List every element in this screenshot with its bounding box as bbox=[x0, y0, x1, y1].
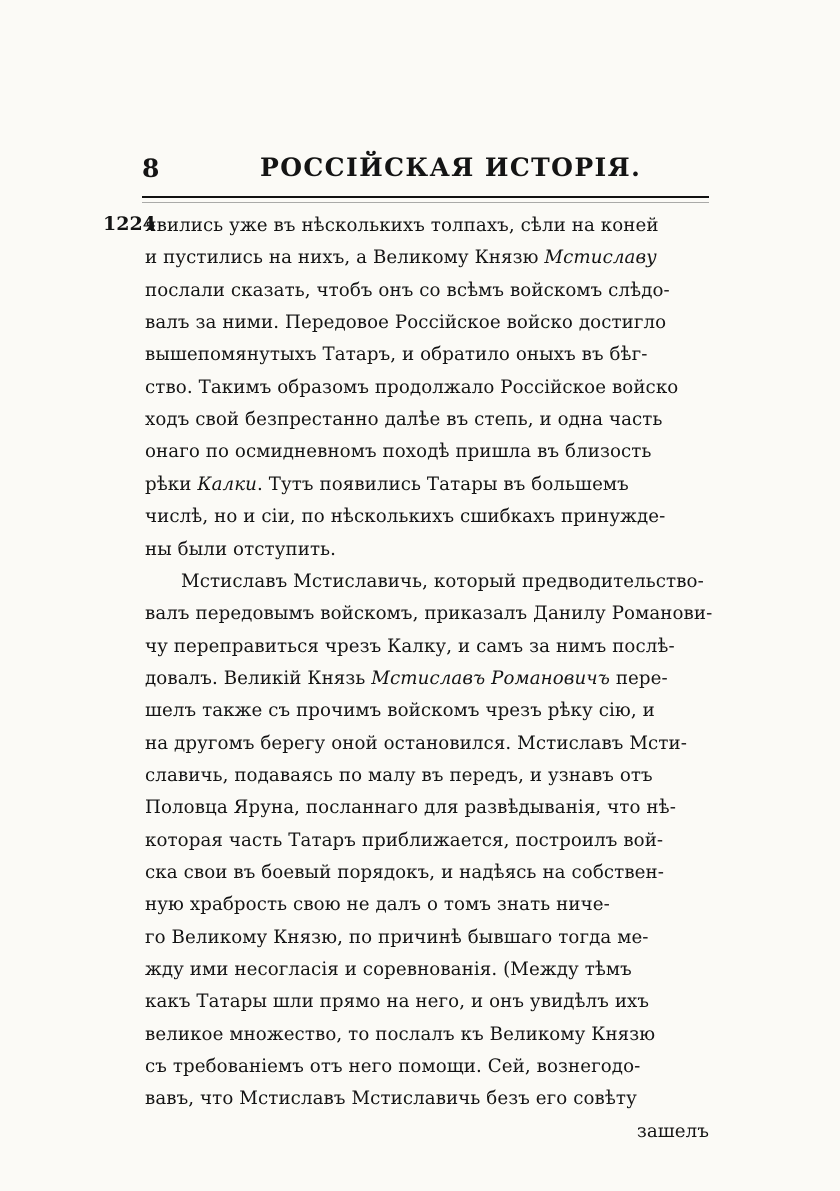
text-line bbox=[145, 632, 675, 661]
text-span: славичь, подаваясь по малу въ передъ, и узнавъ отъ bbox=[145, 764, 653, 786]
page-header bbox=[140, 152, 710, 192]
text-line bbox=[637, 1117, 709, 1146]
text-line bbox=[145, 826, 663, 855]
text-line bbox=[145, 470, 629, 499]
text-span: . Тутъ появились Татары въ большемъ bbox=[256, 473, 629, 495]
text-line bbox=[145, 761, 653, 790]
text-span: зашелъ bbox=[636, 1120, 709, 1142]
text-span: ны были отступить. bbox=[145, 538, 337, 560]
text-line bbox=[145, 696, 655, 725]
text-line bbox=[145, 437, 651, 466]
text-line bbox=[145, 955, 632, 984]
text-span: ную храбрость свою не далъ о томъ знать ниче- bbox=[145, 894, 610, 916]
text-line bbox=[145, 340, 648, 369]
text-span: ска свои въ боевый порядокъ, и надѣясь на собствен- bbox=[145, 862, 664, 883]
text-span: какъ Татары шли прямо на него, и онъ увидѣлъ ихъ bbox=[145, 991, 650, 1013]
text-line bbox=[145, 664, 668, 693]
text-line bbox=[145, 890, 610, 919]
text-span: числѣ, но и сіи, по нѣсколькихъ сшибкахъ принужде- bbox=[145, 506, 666, 528]
text-line bbox=[145, 858, 664, 887]
text-span: онаго по осмидневномъ походѣ пришла въ близость bbox=[145, 441, 652, 463]
text-line bbox=[145, 373, 678, 402]
text-span: шелъ также съ прочимъ войскомъ чрезъ рѣку сію, и bbox=[145, 700, 655, 722]
text-span: рѣки bbox=[145, 473, 198, 495]
text-span: Мстиславъ Мстиславичь, который предводительство- bbox=[181, 570, 704, 592]
text-span: чу переправиться чрезъ Калку, и самъ за нимъ послѣ- bbox=[145, 635, 675, 657]
text-line bbox=[145, 729, 687, 758]
text-line bbox=[145, 599, 712, 628]
text-span: валъ передовымъ войскомъ, приказалъ Данилу Романови- bbox=[145, 603, 713, 625]
text-span: на другомъ берегу оной остановился. Мстиславъ Мсти- bbox=[145, 732, 687, 754]
text-span: жду ими несогласія и соревнованія. (Между тѣмъ bbox=[145, 959, 632, 981]
text-span: вышепомянутыхъ Татаръ, и обратило оныхъ въ бѣг- bbox=[145, 344, 648, 366]
text-span: довалъ. Великій Князь bbox=[145, 667, 372, 689]
text-span: пере- bbox=[609, 667, 668, 689]
text-span: и пустились на нихъ, а Великому Князю bbox=[145, 247, 545, 269]
text-span: ство. Такимъ образомъ продолжало Россійское войско bbox=[145, 376, 679, 398]
text-line bbox=[145, 276, 670, 305]
italic-text: Калки bbox=[197, 473, 257, 495]
text-line bbox=[145, 987, 649, 1016]
header-rule bbox=[142, 196, 709, 198]
text-span: которая часть Татаръ приближается, построилъ вой- bbox=[145, 829, 664, 851]
text-span: явились уже въ нѣсколькихъ толпахъ, сѣли на коней bbox=[145, 215, 659, 236]
text-span: валъ за ними. Передовое Россійское войско достигло bbox=[145, 312, 667, 334]
text-line bbox=[145, 793, 676, 822]
text-line bbox=[145, 211, 659, 240]
header-rule-thin bbox=[142, 202, 709, 203]
text-line bbox=[145, 308, 666, 337]
running-title: РОССІЙСКАЯ ИСТОРІЯ. bbox=[260, 153, 642, 182]
text-span: съ требованіемъ отъ него помощи. Сей, вознегодо- bbox=[145, 1056, 641, 1078]
text-line bbox=[145, 1084, 637, 1113]
text-line bbox=[145, 405, 662, 434]
text-line bbox=[145, 535, 336, 564]
text-span: вавъ, что Мстиславъ Мстиславичь безъ его совѣту bbox=[145, 1088, 637, 1110]
italic-text: Мстиславъ Романовичъ bbox=[371, 667, 610, 689]
text-line bbox=[145, 923, 649, 952]
italic-text: Мстиславу bbox=[544, 247, 657, 269]
text-line bbox=[181, 567, 704, 596]
text-line bbox=[145, 243, 657, 272]
text-line bbox=[145, 502, 665, 531]
text-line bbox=[145, 1052, 640, 1081]
text-span: послали сказать, чтобъ онъ со всѣмъ войскомъ слѣдо- bbox=[145, 279, 670, 301]
text-span: великое множество, то послалъ къ Великому Князю bbox=[145, 1023, 656, 1045]
text-span: ходъ свой безпрестанно далѣе въ степь, и одна часть bbox=[145, 409, 663, 431]
text-span: го Великому Князю, по причинѣ бывшаго тогда ме- bbox=[145, 926, 649, 948]
margin-year: 1224 bbox=[103, 213, 156, 235]
text-line bbox=[145, 1020, 655, 1049]
page-number: 8 bbox=[142, 154, 160, 183]
text-span: Половца Яруна, посланнаго для развѣдыванія, что нѣ- bbox=[145, 797, 676, 819]
